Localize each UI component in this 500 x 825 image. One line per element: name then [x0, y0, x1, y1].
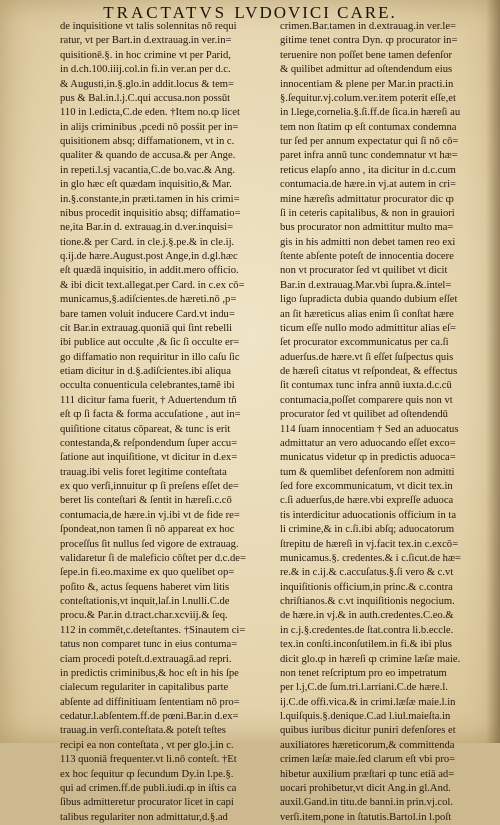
- text-line: ſi in ceteris capitalibus, & non in grauiori: [280, 207, 455, 219]
- text-line: bare tamen voluit inducere Card.vt indu=: [60, 308, 235, 320]
- text-line: pus & Bal.in.l.j.C.qui accusa.non possūt: [60, 92, 231, 104]
- text-line: in c.j.§.credentes.de ſtat.contra li.b.eccle.: [280, 624, 454, 636]
- text-line: in l.lege,cornelia.§.ſi.ff.de ſica.in hæreſi au: [280, 107, 461, 119]
- text-line: contumacia,poſſet comparere quis non vt: [280, 394, 453, 406]
- text-line: teruenire non poſſet bene tamen defenſor: [280, 49, 453, 61]
- text-line: hibetur auxilium præſtari ȹ tunc etiā ad=: [280, 768, 455, 780]
- text-line: in d.ch.100.iiij.col.in fi.in ver.an per d.c.: [60, 64, 231, 76]
- text-line: dicit glo.ȹ in hæreſi ȹ crimine læſæ maie.: [280, 653, 461, 665]
- text-line: cialecum regulariter in capitalibus parte: [60, 682, 229, 694]
- text-line: quisitionē.§. in hoc crimine vt per Parid,: [60, 49, 231, 61]
- text-line: de inquisitione vt talis solennitas nō requi: [60, 21, 237, 32]
- text-line: ratur, vt per Bart.in d.extrauag.in ver.in=: [60, 35, 232, 47]
- text-line: reticus elapſo anno , ita dicitur in d.c.cum: [280, 164, 456, 176]
- text-line: qui ad crimen.ff.de publi.iudi.ȹ in iſtis ca: [60, 782, 237, 794]
- text-line: ciam procedi poteſt.d.extrauagā.ad repri.: [60, 653, 232, 665]
- text-line: etiam dicitur in d.§.adiſcientes.ibi aliqua: [60, 366, 231, 377]
- text-line: municamus.§. credentes.& i c.ſicut.de hæ=: [280, 552, 462, 564]
- text-line: aduerſus.de hære.vt ſi eſſet ſuſpectus quis: [280, 351, 454, 363]
- text-line: contestanda,& reſpondendum ſuper accu=: [60, 437, 238, 449]
- text-line: trauag.in verſi.conteſtata.& poteſt teſtes: [60, 725, 226, 737]
- text-line: bus procurator non admittitur multo ma=: [280, 222, 454, 234]
- text-line: de hæreſi citatus vt reſpondeat, & effectus: [280, 366, 458, 377]
- text-line: inquiſitionis officium,in princ.& c.contra: [280, 581, 453, 593]
- text-line: cedatur.l.abſentem.ff.de pœni.Bar.in d.ex=: [60, 711, 239, 722]
- text-line: ſtrepitu de hæreſi in vj.facit tex.in c.excō=: [280, 538, 459, 550]
- text-line: c.ſi aduerſus,de hære.vbi expreſſe aduoca: [280, 495, 454, 507]
- text-line: municamus,§.adiſcientes.de hæreti.nō ,p=: [60, 294, 237, 306]
- text-line: proceſſus ſit nullus ſed vigore de extrauag.: [60, 538, 239, 550]
- text-line: Bar.in d.extrauag.Mar.vbi ſupra.&.intel=: [280, 279, 452, 291]
- text-line: ſit contumax tunc infra annū iuxta.d.c.cū: [280, 380, 452, 392]
- text-line: in.§.constante,in præti.tamen in his crimi=: [60, 193, 240, 205]
- text-line: ij.C.de offi.vica.& in crimi.læſæ maie.l.in: [280, 696, 456, 708]
- text-line: talibus regulariter non admittatur,d.§.ad: [60, 811, 228, 823]
- text-line: 114 ſuam innocentiam † Sed an aduocatus: [280, 423, 459, 435]
- text-line: quibus iuribus dicitur puniri defenſores et: [280, 725, 456, 737]
- text-line: 113 quoniā frequenter.vt li.nō conteſt. †Et: [60, 754, 237, 766]
- text-line: contumacia,de hære.in vj.ibi vt de fide re=: [60, 509, 240, 521]
- text-line: gis in his admitti non debet tamen reo exi: [280, 236, 456, 248]
- text-line: cit Bar.in extrauag.quoniā qui ſint rebelli: [60, 322, 233, 334]
- text-line: ex quo verſi,innuitur ȹ ſi preſens eſſet de=: [60, 481, 239, 492]
- header-title-part-2: LVDOVICI CARE.: [234, 3, 397, 22]
- text-line: auxil.Gand.in titu.de banni.in prin.vj.col.: [280, 797, 454, 809]
- text-line: 111 dicitur fama fuerit, † Aduertendum tñ: [60, 394, 237, 406]
- text-line: contumacia.de hære.in vj.at autem in cri=: [280, 179, 457, 191]
- text-line: 110 in l.edicta,C.de eden. †Item no.ȹ licet: [60, 107, 240, 119]
- right-text-column: [280, 20, 490, 825]
- text-line: non tenet reſcriptum pro eo impetratum: [280, 667, 447, 679]
- text-line: mine hæreſis admittatur procurator dic ȹ: [280, 193, 454, 205]
- text-line: tem non ſtatim ȹ eſt contumax condemna: [280, 121, 457, 133]
- text-line: ſepe.in fi.eo.maxime ex quo quelibet op=: [60, 567, 235, 579]
- text-line: ex hoc ſequitur ȹ ſecundum Dy.in l.pe.§.: [60, 768, 234, 780]
- text-line: tum & quemlibet defenſorem non admitti: [280, 466, 455, 478]
- text-line: li crimine,& in c.ſi.ibi abſq; aduocatorum: [280, 524, 455, 536]
- text-line: re.& in c.ij.& c.accuſatus.§.ſi vero & c.vt: [280, 567, 454, 579]
- text-line: non vt procurator ſed vt quilibet vt dicit: [280, 265, 448, 277]
- text-line: & Augusti,in.§.glo.in addit.locus & tem=: [60, 78, 234, 90]
- text-line: in repeti.l.sj vacantia,C.de bo.vac.& Ang.: [60, 164, 236, 176]
- text-line: crimen læſæ maie.ſed clarum eſt vbi pro=: [280, 754, 456, 766]
- text-line: chriſtianos.& c.vt inquiſitionis negocium.: [280, 596, 455, 607]
- text-line: auxiliatores hæreticorum,& committenda: [280, 739, 455, 751]
- text-line: abſente ad diffinitiuam ſententiam nō pro=: [60, 696, 240, 708]
- text-line: tione.& per Card. in cle.j.§.pe.& in cle.ij.: [60, 236, 235, 248]
- text-line: admittatur an vero aduocando eſſet exco=: [280, 437, 456, 449]
- text-line: l.quiſquis.§.denique.C.ad l.iul.maieſta.in: [280, 711, 451, 722]
- text-line: tatus non comparet tunc in eius contuma=: [60, 639, 238, 651]
- text-line: go diffamatio non requiritur in illo caſu ſic: [60, 351, 240, 363]
- text-line: municatus videtur ȹ in predictis aduoca=: [280, 452, 456, 464]
- text-line: in alijs criminibus ,pcedi nō posśit per in=: [60, 121, 239, 133]
- text-line: eſt quædā inquisitio, in addit.mero officio.: [60, 265, 239, 277]
- text-line: de hære.in vj.& in auth.credentes.C.eo.&: [280, 610, 454, 622]
- text-line: & quilibet admittur ad oſtendendum eius: [280, 64, 453, 76]
- text-line: verſi.item,pone in ſtatutis.Bartol.in l.poſt: [280, 811, 452, 823]
- text-line: in glo hæc eſt quædam inquisitio,& Mar.: [60, 179, 232, 191]
- text-line: ſtente abſente poteſt de innocentia docere: [280, 251, 454, 262]
- text-line: ſed fore excommunicatum, vt dicit tex.in: [280, 481, 453, 492]
- text-line: beret lis conteſtari & ſentit in hæreſi.c.cō: [60, 495, 232, 507]
- text-line: recipi ea non conteſtata , vt per glo.j.in c.: [60, 739, 234, 751]
- header-title-part-1: TRACTATVS: [103, 3, 228, 22]
- text-line: validaretur ſi de maleficio cōſtet per d.c.de=: [60, 552, 246, 564]
- text-line: paret infra annū tunc condemnatur vt hæ=: [280, 150, 458, 162]
- text-line: conteſtationis,vt inquit,laſ.in l.nulli.C.de: [60, 596, 230, 607]
- text-line: ſet procurator excommunicatus per ca.ſi: [280, 337, 449, 349]
- text-line: tur ſed per annum expectatur qui ſi nō cō=: [280, 136, 459, 147]
- text-line: gitime tenet contra Dyn. ȹ procurator in=: [280, 35, 458, 47]
- text-line: q.ij.de hære.August.post Ange,in d.gl.hæc: [60, 251, 238, 262]
- text-line: crimen.Bar.tamen in d.extrauag.in ver.le=: [280, 21, 457, 32]
- text-line: an ſit hæreticus alias enim ſi conſtat hære: [280, 308, 454, 320]
- text-line: ſpondeat,non tamen ſi nō appareat ex hoc: [60, 524, 235, 536]
- text-line: tis interdicitur aduocationis officium in ta: [280, 509, 457, 521]
- text-line: & ibi dicit text.allegat.per Card. in c.ex cō=: [60, 279, 245, 291]
- text-line: procurator ſed vt quilibet ad oſtendendū: [280, 409, 448, 421]
- text-line: ne,ita Bar.in d. extrauag.in d.ver.inquisi=: [60, 222, 234, 234]
- text-line: poſito &, actus ſequens haberet vim litis: [60, 581, 230, 593]
- text-line: occulta conuenticula celebrantes,tamē ibi: [60, 380, 235, 392]
- text-line: 112 in commēt,c.deteſtantes. †Sinautem ci=: [60, 624, 246, 636]
- text-line: per l.j,C.de ſum.tri.l.arriani.C.de hære.l.: [280, 682, 448, 694]
- text-line: quisitionem absq; diffamationem, vt in c.: [60, 136, 235, 147]
- left-text-column: [60, 20, 272, 825]
- text-line: nibus procedit inquisitio absq; diffamatio=: [60, 207, 241, 219]
- text-line: ſibus admitteretur procurator licet in capi: [60, 797, 234, 809]
- text-line: ligo ſupradicta dubia quando dubium eſſet: [280, 294, 458, 306]
- text-line: quiſitione citatus cōpareat, & tunc is erit: [60, 423, 231, 435]
- text-line: uocari prohibetur,vt dicit Ang.in gl.And.: [280, 782, 451, 794]
- page-gutter-shadow: [486, 0, 500, 743]
- text-line: qualiter & quando de accusa.& per Ange.: [60, 150, 236, 162]
- text-line: eſt ȹ ſi facta & forma accuſatione , aut in=: [60, 409, 241, 421]
- text-line: innocentiam & plene per Mar.in practi.in: [280, 78, 454, 90]
- text-line: in predictis criminibus,& hoc eſt in his ſpe: [60, 667, 239, 679]
- text-line: tex.in conſti.inconſutilem.in fi.& ibi plus: [280, 639, 452, 651]
- text-line: ſatione aut inquiſitione, vt dicitur in d.ex=: [60, 452, 238, 464]
- text-line: ibi publice aut occulte ,& ſic ſi occulte er=: [60, 337, 240, 349]
- text-line: ticum eſſe nullo modo admittitur alias eſ=: [280, 322, 457, 334]
- text-line: procu.& Par.in d.tract.char.xcviij.& ſeq.: [60, 610, 228, 622]
- text-line: trauag.ibi velis foret legitime conteſtata: [60, 466, 227, 478]
- text-line: §.ſequitur.vj.colum.ver.item poterit eſſe,et: [280, 92, 456, 104]
